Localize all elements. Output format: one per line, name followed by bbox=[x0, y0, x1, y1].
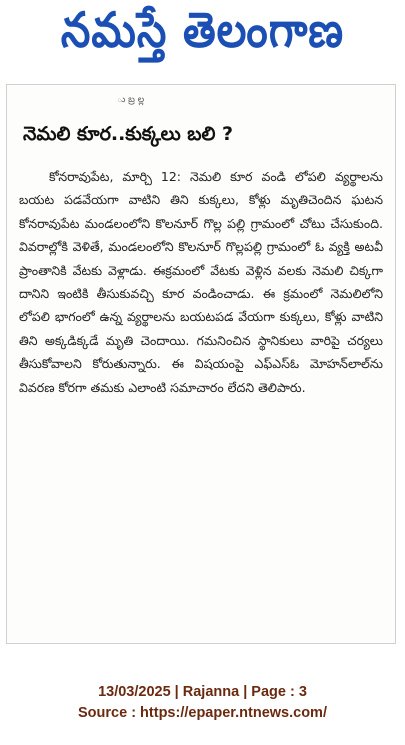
newspaper-logo: నమస్తే తెలంగాణ bbox=[60, 1, 345, 58]
footer-date-edition: 13/03/2025 | Rajanna | Page : 3 bbox=[98, 684, 307, 700]
article-headline: నెమలి కూర..కుక్కలు బలి ? bbox=[23, 123, 234, 145]
news-clipping bbox=[6, 84, 396, 644]
footer-source: Source : https://epaper.ntnews.com/ bbox=[78, 705, 327, 721]
footer bbox=[0, 682, 405, 724]
clipping-top-fragment: ు బ్ర ల్ల bbox=[117, 95, 145, 105]
masthead bbox=[0, 0, 405, 72]
article-body: కోనరావుపేట, మార్చి 12: నెమలి కూర వండి లోపలి వ్యర్థాలను బయట పడవేయగా వాటిని తిని కుక్కలు, కోళ్లు మృతిచెందిన ఘటన కోనరావుపేట మండలంలోని కొలనూర్ గొల్ల పల్లి గ్రామంలో చోటు చేసుకుంది. వివరాల్లోకి వెళితే, మండలంలోని కొలనూర్ గొల్లపల్లి గ్రామంలో ఓ వ్యక్తి అటవీ ప్రాంతానికి వేటకు వెళ్లాడు. ఈక్రమంలో వేటకు వెళ్లిన వలకు నెమలి చిక్కగా దానిని ఇంటికి తీసుకువచ్చి కూర వండించాడు. ఈ క్రమంలో నెమలిలోని లోపలి భాగంలో ఉన్న వ్యర్థాలను బయటపడ వేయగా కుక్కలు, కోళ్లు వాటిని తిని అక్కడిక్కడే మృతి చెందాయి. గమనించిన స్థానికులు వారిపై చర్యలు తీసుకోవాలని కోరుతున్నారు. ఈ విషయంపై ఎఫ్ఎస్ఓ మోహన్‌లాల్‌ను వివరణ కోరగా తమకు ఎలాంటి సమాచారం లేదని తెలిపారు. bbox=[19, 169, 383, 395]
